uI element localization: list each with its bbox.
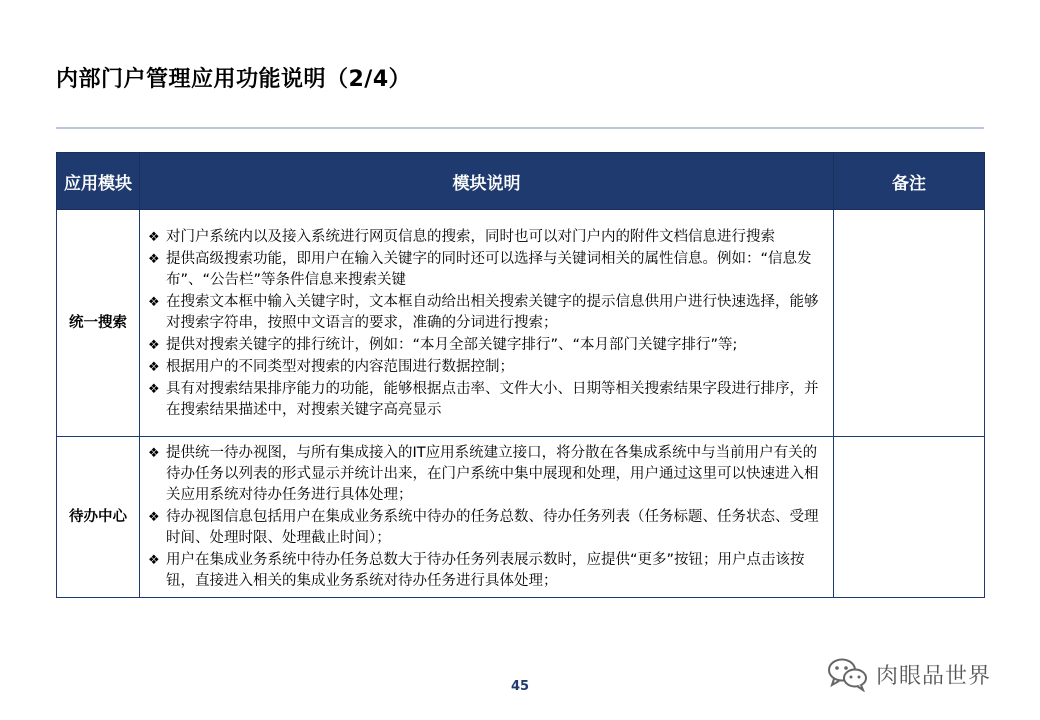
module-description [140, 437, 834, 598]
remark-cell [834, 210, 985, 437]
page-number: 45 [510, 679, 530, 694]
table-row [57, 210, 985, 437]
list-item: ❖ 根据用户的不同类型对搜索的内容范围进行数据控制； [148, 357, 825, 378]
list-item: ❖ 用户在集成业务系统中待办任务总数大于待办任务列表展示数时，应提供“更多”按钮；用户点击该按钮，直接进入相关的集成业务系统对待办任务进行具体处理； [148, 550, 825, 592]
list-item: ❖ 提供高级搜索功能，即用户在输入关键字的同时还可以选择与关键词相关的属性信息。例如：“信息发布”、“公告栏”等条件信息来搜索关键 [148, 249, 825, 291]
module-name: 统一搜索 [57, 210, 140, 437]
diamond-bullet-icon: ❖ [148, 294, 160, 310]
table-row [57, 437, 985, 598]
module-name: 待办中心 [57, 437, 140, 598]
module-description [140, 210, 834, 437]
watermark [826, 656, 991, 692]
remark-cell [834, 437, 985, 598]
diamond-bullet-icon: ❖ [148, 553, 160, 568]
table-header-row [57, 153, 985, 210]
diamond-bullet-icon: ❖ [148, 446, 160, 461]
diamond-bullet-icon: ❖ [148, 251, 160, 267]
page-title: 内部门户管理应用功能说明（2/4） [56, 67, 412, 92]
header-description: 模块说明 [140, 153, 834, 210]
list-item: ❖ 提供对搜索关键字的排行统计，例如：“本月全部关键字排行”、“本月部门关键字排行”等; [148, 335, 825, 356]
list-item: ❖ 具有对搜索结果排序能力的功能，能够根据点击率、文件大小、日期等相关搜索结果字段进行排序，并在搜索结果描述中，对搜索关键字高亮显示 [148, 379, 825, 421]
header-remark: 备注 [834, 153, 985, 210]
title-divider [56, 127, 984, 129]
list-item: ❖ 提供统一待办视图，与所有集成接入的IT应用系统建立接口，将分散在各集成系统中与当前用户有关的待办任务以列表的形式显示并统计出来，在门户系统中集中展现和处理，用户通过这里可以快速进入相关应用系统对待办任务进行具体处理； [148, 443, 825, 506]
diamond-bullet-icon: ❖ [148, 337, 160, 353]
list-item: ❖ 对门户系统内以及接入系统进行网页信息的搜索，同时也可以对门户内的附件文档信息进行搜索 [148, 227, 825, 248]
list-item: ❖ 待办视图信息包括用户在集成业务系统中待办的任务总数、待办任务列表（任务标题、任务状态、受理时间、处理时限、处理截止时间）； [148, 507, 825, 549]
header-module: 应用模块 [57, 153, 140, 210]
diamond-bullet-icon: ❖ [148, 229, 160, 245]
wechat-icon [826, 656, 870, 692]
list-item: ❖ 在搜索文本框中输入关键字时，文本框自动给出相关搜索关键字的提示信息供用户进行快速选择，能够对搜索字符串，按照中文语言的要求，准确的分词进行搜索； [148, 292, 825, 334]
watermark-text: 肉眼品世界 [876, 663, 992, 689]
diamond-bullet-icon: ❖ [148, 359, 160, 375]
diamond-bullet-icon: ❖ [148, 510, 160, 525]
spec-table [56, 152, 985, 598]
diamond-bullet-icon: ❖ [148, 381, 160, 397]
